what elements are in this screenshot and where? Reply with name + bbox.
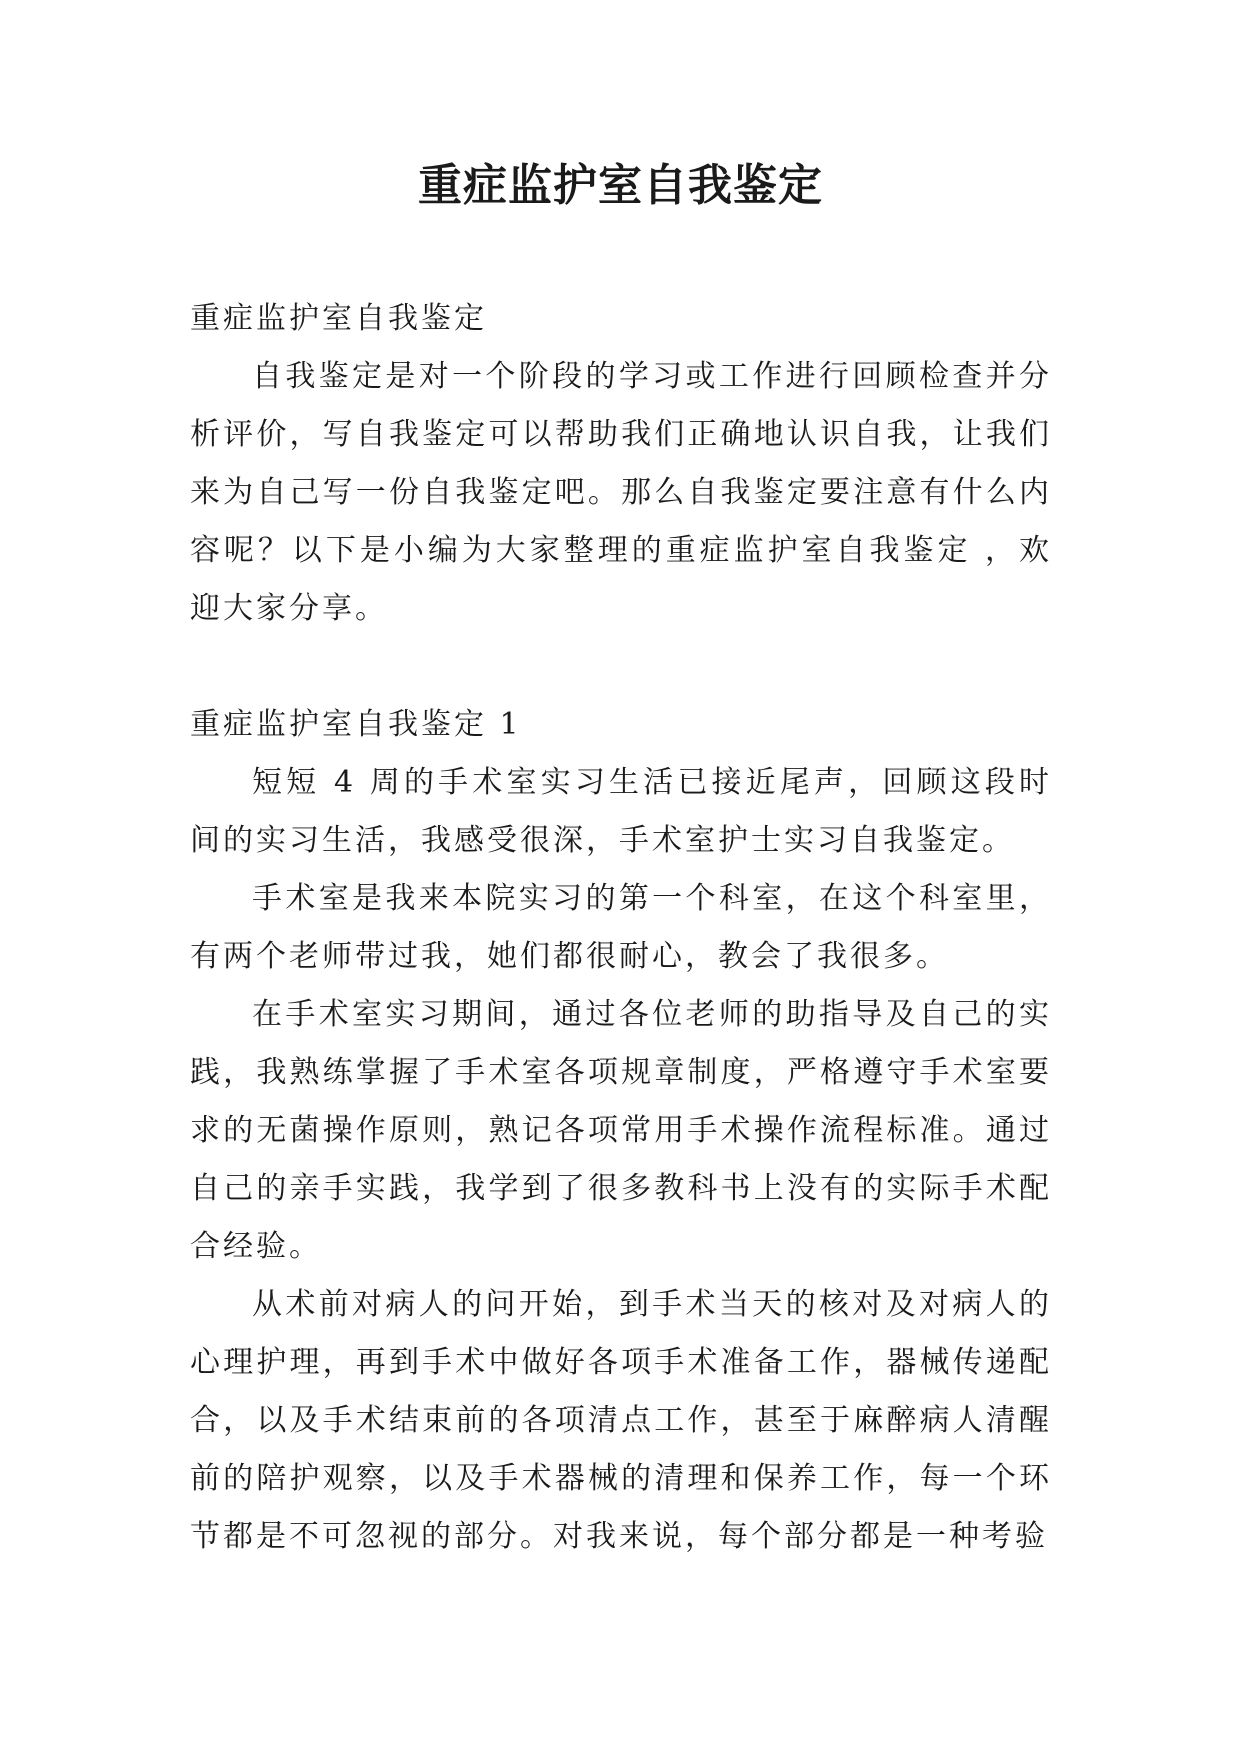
section-1-paragraph-3: 在手术室实习期间，通过各位老师的助指导及自己的实践，我熟练掌握了手术室各项规章制度，严格遵守手术室要求的无菌操作原则，熟记各项常用手术操作流程标准。通过自己的亲手实践，我学到了很多教科书上没有的实际手术配合经验。 [190, 997, 1052, 1264]
intro-paragraph: 自我鉴定是对一个阶段的学习或工作进行回顾检查并分析评价，写自我鉴定可以帮助我们正确地认识自我，让我们来为自己写一份自我鉴定吧。那么自我鉴定要注意有什么内容呢？以下是小编为大家整理的重症监护室自我鉴定 ，欢迎大家分享。 [190, 359, 1052, 626]
section-1-paragraph-1: 短短 4 周的手术室实习生活已接近尾声，回顾这段时间的实习生活，我感受很深，手术室护士实习自我鉴定。 [190, 765, 1052, 858]
document-body [190, 290, 1052, 1566]
document-title: 重症监护室自我鉴定 [418, 160, 823, 211]
intro-heading: 重症监护室自我鉴定 [190, 301, 487, 336]
section-1-paragraph-4: 从术前对病人的问开始，到手术当天的核对及对病人的心理护理，再到手术中做好各项手术准备工作，器械传递配合，以及手术结束前的各项清点工作，甚至于麻醉病人清醒前的陪护观察，以及手术器械的清理和保养工作，每一个环节都是不可忽视的部分。对我来说，每个部分都是一种考验 [190, 1287, 1052, 1554]
section-1-paragraph-2: 手术室是我来本院实习的第一个科室，在这个科室里，有两个老师带过我，她们都很耐心，教会了我很多。 [190, 881, 1052, 974]
section-1-heading: 重症监护室自我鉴定 1 [190, 707, 522, 742]
section-spacer [190, 638, 1052, 696]
